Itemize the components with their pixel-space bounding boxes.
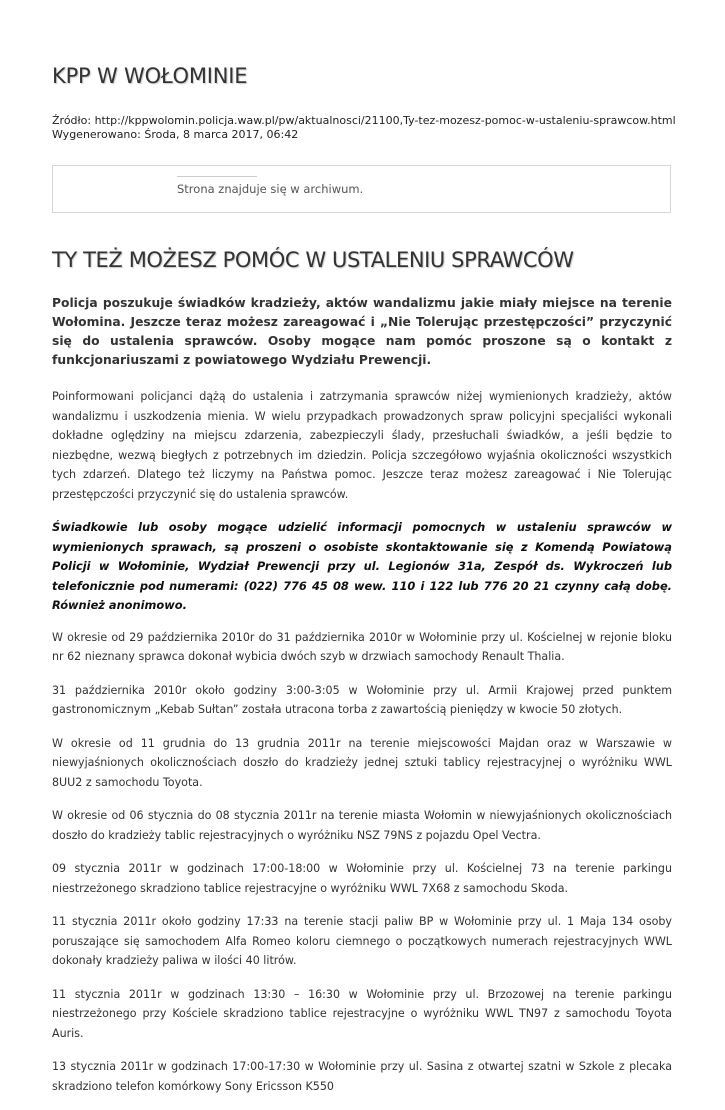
incident-paragraph: 13 stycznia 2011r w godzinach 17:00-17:30 w Wołominie przy ul. Sasina z otwartej szatni w Szkole z plecaka skradziono telefon komórkowy Sony Ericsson K550 bbox=[52, 1060, 672, 1093]
generated-date-line: Wygenerowano: Środa, 8 marca 2017, 06:42 bbox=[52, 128, 299, 141]
article-intro: Poinformowani policjanci dążą do ustalenia i zatrzymania sprawców niżej wymienionych kradzieży, aktów wandalizmu i uszkodzenia mienia. W wielu przypadkach prowadzonych spraw policyjni specjaliści wykonali dokładne oględziny na miejscu zdarzenia, zabezpieczyli ślady, przesłuchali świadków, a jeśli będzie to niezbędne, wezwą biegłych z potrzebnych im dziedzin. Policja szczegółowo wyjaśnia okoliczności wszystkich tych zdarzeń. Dlatego też liczymy na Państwa pomoc. Jeszcze teraz możesz zareagować i Nie Tolerując przestępczości przyczynić się do ustalenia sprawców. bbox=[52, 390, 672, 501]
incident-paragraph: 11 stycznia 2011r około godziny 17:33 na terenie stacji paliw BP w Wołominie przy ul. 1 Maja 134 osoby poruszające się samochodem Alfa Romeo koloru ciemnego o początkowych numerach rejestracyjnych WWL dokonały kradzieży paliwa w ilości 40 litrów. bbox=[52, 915, 672, 967]
site-title: KPP W WOŁOMINIE bbox=[52, 64, 248, 88]
incident-paragraph: W okresie od 06 stycznia do 08 stycznia 2011r na terenie miasta Wołomin w niewyjaśnionych okolicznościach doszło do kradzieży tablic rejestracyjnych o wyróżniku NSZ 79NS z pojazdu Opel Vectra. bbox=[52, 809, 672, 842]
archive-notice-text: Strona znajduje się w archiwum. bbox=[177, 182, 364, 196]
source-url-line: Źródło: http://kppwolomin.policja.waw.pl/pw/aktualnosci/21100,Ty-tez-mozesz-pomoc-w-ustaleniu-sprawcow.html bbox=[52, 114, 676, 127]
article-title: TY TEŻ MOŻESZ POMÓC W USTALENIU SPRAWCÓW bbox=[52, 248, 574, 272]
contact-appeal: Świadkowie lub osoby mogące udzielić informacji pomocnych w ustaleniu sprawców w wymienionych sprawach, są proszeni o osobiste skontaktowanie się z Komendą Powiatową Policji w Wołominie, Wydział Prewencji przy ul. Legionów 31a, Zespół ds. Wykroczeń lub telefonicznie pod numerami: (022) 776 45 08 wew. 110 i 122 lub 776 20 21 czynny całą dobę. Również anonimowo. bbox=[52, 520, 672, 612]
incident-paragraph: W okresie od 29 października 2010r do 31 października 2010r w Wołominie przy ul. Kościelnej w rejonie bloku nr 62 nieznany sprawca dokonał wybicia dwóch szyb w drzwiach samochody Renault Thalia. bbox=[52, 630, 672, 663]
incident-paragraph: 31 października 2010r około godziny 3:00-3:05 w Wołominie przy ul. Armii Krajowej przed punktem gastronomicznym „Kebab Sułtan” została utracona torba z zawartością pieniędzy w kwocie 50 złotych. bbox=[52, 683, 672, 716]
incident-paragraph: 09 stycznia 2011r w godzinach 17:00-18:00 w Wołominie przy ul. Kościelnej 73 na terenie parkingu niestrzeżonego skradziono tablice rejestracyjne o wyróżniku WWL 7X68 z samochodu Skoda. bbox=[52, 862, 672, 895]
archive-notice-divider bbox=[177, 176, 257, 177]
incident-paragraph: 11 stycznia 2011r w godzinach 13:30 – 16:30 w Wołominie przy ul. Brzozowej na terenie parkingu niestrzeżonego przy Kościele skradziono tablice rejestracyjne o wyróżniku WWL TN97 z samochodu Toyota Auris. bbox=[52, 987, 672, 1040]
article-lead: Policja poszukuje świadków kradzieży, aktów wandalizmu jakie miały miejsce na terenie Wołomina. Jeszcze teraz możesz zareagować i „Nie Tolerując przestępczości” przyczynić się do ustalenia sprawców. Osoby mogące nam pomóc proszone są o kontakt z funkcjonariuszami z powiatowego Wydziału Prewencji. bbox=[52, 296, 672, 367]
incident-paragraph: W okresie od 11 grudnia do 13 grudnia 2011r na terenie miejscowości Majdan oraz w Warszawie w niewyjaśnionych okolicznościach doszło do kradzieży jednej sztuki tablicy rejestracyjnej o wyróżniku WWL 8UU2 z samochodu Toyota. bbox=[52, 736, 672, 789]
source-meta bbox=[52, 114, 682, 142]
archive-notice-box bbox=[52, 165, 671, 213]
article-body bbox=[52, 294, 672, 1110]
